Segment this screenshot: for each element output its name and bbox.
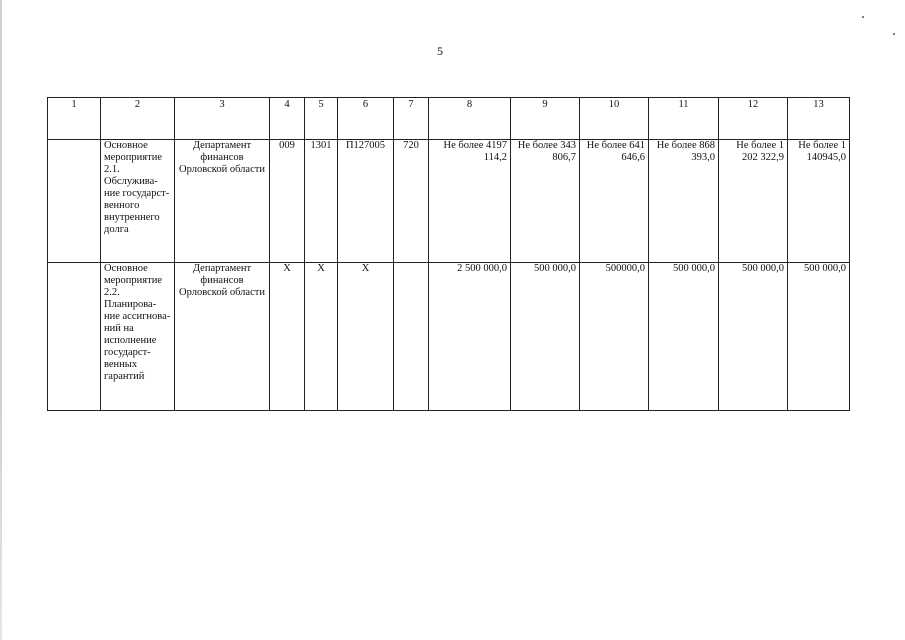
row-number-cell <box>48 140 101 263</box>
expense-type-cell: 720 <box>394 140 429 263</box>
target-article-cell: П127005 <box>338 140 394 263</box>
activity-name-cell: Основное мероприятие 2.1. Обслужива-ние государст-венного внутреннего долга <box>101 140 175 263</box>
amount-cell: Не более 1 202 322,9 <box>719 140 788 263</box>
amount-cell: 500 000,0 <box>788 263 850 411</box>
col-header: 13 <box>788 98 850 140</box>
amount-cell: 500000,0 <box>580 263 649 411</box>
col-header: 5 <box>305 98 338 140</box>
col-header: 10 <box>580 98 649 140</box>
col-header: 6 <box>338 98 394 140</box>
amount-cell: 500 000,0 <box>511 263 580 411</box>
section-code-cell: X <box>305 263 338 411</box>
executor-cell: Департамент финансов Орловской области <box>175 140 270 263</box>
col-header: 4 <box>270 98 305 140</box>
amount-cell: Не более 343 806,7 <box>511 140 580 263</box>
amount-total-cell: 2 500 000,0 <box>429 263 511 411</box>
amount-cell: 500 000,0 <box>719 263 788 411</box>
activity-name-cell: Основное мероприятие 2.2. Планирова-ние ассигнова-ний на исполнение государст-венных гарантий <box>101 263 175 411</box>
header-row <box>48 98 850 140</box>
scan-speck <box>862 16 864 18</box>
col-header: 9 <box>511 98 580 140</box>
amount-cell: Не более 868 393,0 <box>649 140 719 263</box>
page-number: 5 <box>437 44 443 58</box>
target-article-cell: X <box>338 263 394 411</box>
amount-cell: Не более 641 646,6 <box>580 140 649 263</box>
table-row <box>48 263 850 411</box>
grbs-code-cell: 009 <box>270 140 305 263</box>
scan-speck <box>893 33 895 35</box>
amount-total-cell: Не более 4197 114,2 <box>429 140 511 263</box>
table-row <box>48 140 850 263</box>
col-header: 7 <box>394 98 429 140</box>
section-code-cell: 1301 <box>305 140 338 263</box>
col-header: 8 <box>429 98 511 140</box>
row-number-cell <box>48 263 101 411</box>
col-header: 1 <box>48 98 101 140</box>
amount-cell: 500 000,0 <box>649 263 719 411</box>
col-header: 3 <box>175 98 270 140</box>
executor-cell: Департамент финансов Орловской области <box>175 263 270 411</box>
col-header: 12 <box>719 98 788 140</box>
scan-edge <box>0 0 2 640</box>
expense-type-cell <box>394 263 429 411</box>
budget-table <box>47 97 850 411</box>
amount-cell: Не более 1 140945,0 <box>788 140 850 263</box>
col-header: 11 <box>649 98 719 140</box>
grbs-code-cell: X <box>270 263 305 411</box>
col-header: 2 <box>101 98 175 140</box>
